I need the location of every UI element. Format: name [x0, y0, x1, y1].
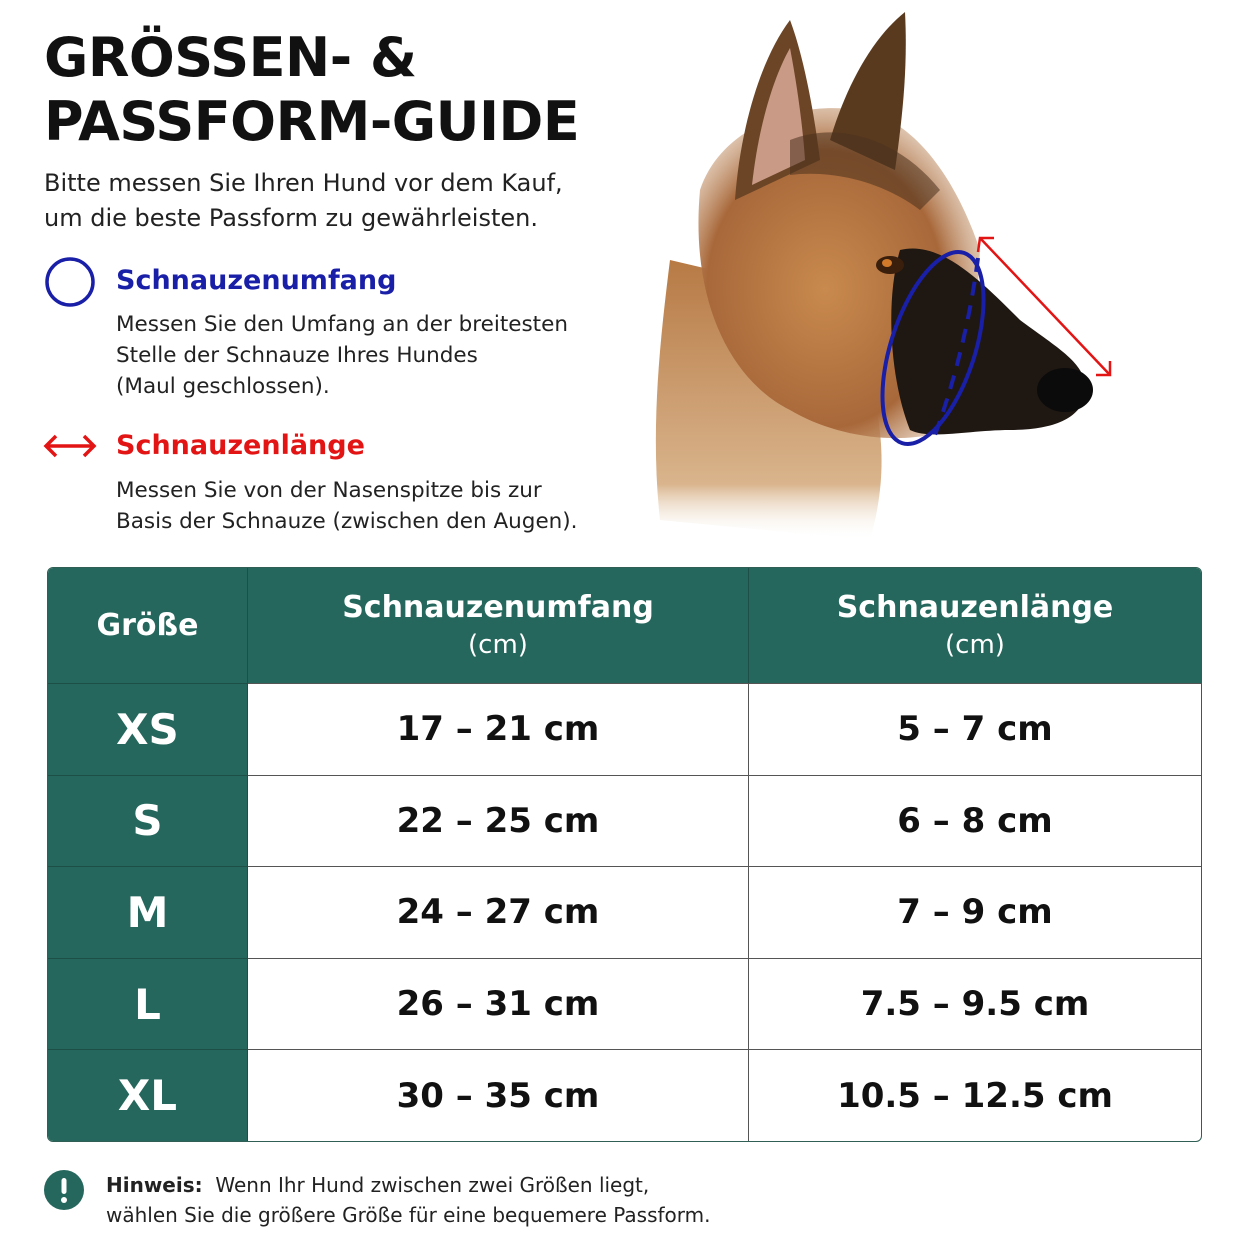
note-text-1: Wenn Ihr Hund zwischen zwei Größen liegt,	[215, 1173, 650, 1197]
table-row	[48, 958, 1201, 1050]
header-size-label: Größe	[96, 607, 199, 643]
table-row	[48, 775, 1201, 867]
length-cell: 7.5 – 9.5 cm	[749, 958, 1201, 1050]
legend-circumference-desc-3: (Maul geschlossen).	[116, 374, 330, 399]
header-circumference-label: Schnauzenumfang	[342, 589, 654, 625]
size-cell: S	[48, 775, 248, 867]
circumference-cell: 26 – 31 cm	[248, 958, 749, 1050]
legend-circumference-desc-2: Stelle der Schnauze Ihres Hundes	[116, 343, 478, 368]
length-cell: 7 – 9 cm	[749, 866, 1201, 958]
double-arrow-icon	[42, 432, 98, 460]
table-row	[48, 866, 1201, 958]
note-text	[106, 1170, 806, 1230]
legend-circumference-title: Schnauzenumfang	[116, 265, 397, 296]
legend-length-title: Schnauzenlänge	[116, 430, 365, 461]
header-length	[749, 568, 1201, 683]
intro-text	[44, 166, 604, 236]
size-cell: XL	[48, 1049, 248, 1141]
length-cell: 6 – 8 cm	[749, 775, 1201, 867]
legend-length-desc-1: Messen Sie von der Nasenspitze bis zur	[116, 478, 542, 503]
table-header-row	[48, 568, 1201, 683]
intro-line-2: um die beste Passform zu gewährleisten.	[44, 204, 538, 232]
circumference-cell: 17 – 21 cm	[248, 683, 749, 775]
size-cell: XS	[48, 683, 248, 775]
header-circumference	[248, 568, 749, 683]
header-size	[48, 568, 248, 683]
header-length-label: Schnauzenlänge	[836, 589, 1114, 625]
note-line-1	[106, 1170, 806, 1200]
circumference-cell: 22 – 25 cm	[248, 775, 749, 867]
size-table	[47, 567, 1202, 1142]
dog-head-illustration	[640, 0, 1120, 545]
length-cell: 5 – 7 cm	[749, 683, 1201, 775]
size-cell: M	[48, 866, 248, 958]
table-row	[48, 1049, 1201, 1141]
legend-circumference-desc	[116, 309, 616, 402]
circle-outline-icon	[44, 256, 96, 308]
title-line-1: GRÖSSEN- &	[44, 26, 417, 89]
circumference-cell: 30 – 35 cm	[248, 1049, 749, 1141]
table-row	[48, 683, 1201, 775]
exclamation-icon	[44, 1170, 84, 1210]
size-cell: L	[48, 958, 248, 1050]
page-title	[44, 26, 579, 154]
legend-length-desc	[116, 475, 616, 537]
length-cell: 10.5 – 12.5 cm	[749, 1049, 1201, 1141]
note-text-2: wählen Sie die größere Größe für eine bequemere Passform.	[106, 1203, 711, 1227]
intro-line-1: Bitte messen Sie Ihren Hund vor dem Kauf,	[44, 169, 563, 197]
legend-circumference-desc-1: Messen Sie den Umfang an der breitesten	[116, 312, 568, 337]
legend-length-desc-2: Basis der Schnauze (zwischen den Augen).	[116, 509, 578, 534]
title-line-2: PASSFORM-GUIDE	[44, 90, 580, 153]
note-label: Hinweis:	[106, 1173, 203, 1197]
header-circumference-unit: (cm)	[468, 629, 528, 660]
circumference-cell: 24 – 27 cm	[248, 866, 749, 958]
header-length-unit: (cm)	[945, 629, 1005, 660]
